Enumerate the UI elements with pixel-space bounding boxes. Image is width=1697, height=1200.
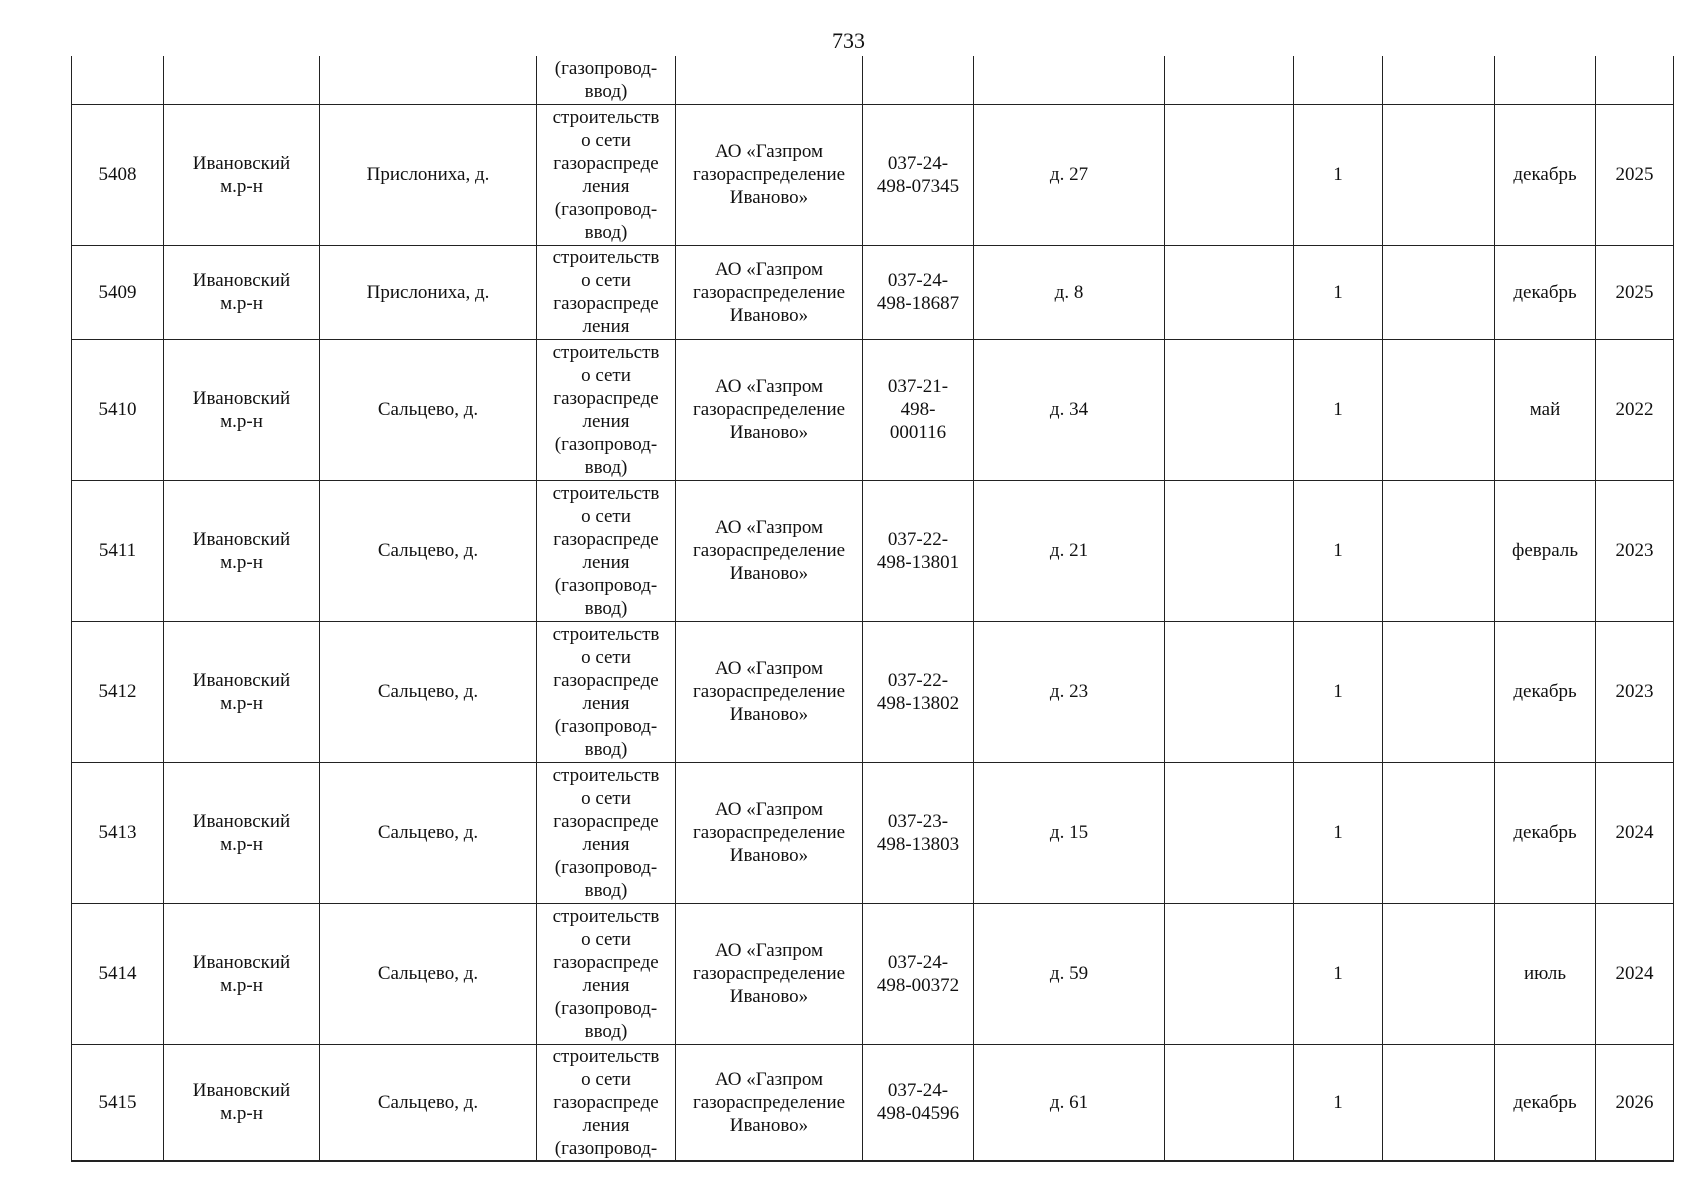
cell-house	[974, 56, 1165, 104]
cell-qty	[1294, 104, 1383, 245]
district-text: Ивановский м.р-н	[192, 1080, 291, 1125]
house-text: д. 34	[1049, 399, 1089, 420]
cell-kind	[537, 245, 676, 339]
cell-code	[863, 621, 974, 762]
cell-qty	[1294, 621, 1383, 762]
cell-district	[164, 762, 320, 903]
cell-kind: (газопровод- ввод)	[537, 56, 676, 104]
table-row	[72, 104, 1674, 245]
cell-org	[676, 903, 863, 1044]
carry-over-row	[72, 56, 1674, 104]
org-text: АО «Газпром газораспределение Иваново»	[692, 799, 846, 866]
cell-year	[1596, 104, 1674, 245]
table-row	[72, 762, 1674, 903]
cell-locality	[320, 762, 537, 903]
cell-locality	[320, 480, 537, 621]
cell-district	[164, 480, 320, 621]
qty-text: 1	[1333, 822, 1343, 843]
cell-locality	[320, 245, 537, 339]
org-text: АО «Газпром газораспределение Иваново»	[692, 141, 846, 208]
cell-year	[1596, 480, 1674, 621]
house-text: д. 21	[1049, 540, 1089, 561]
cell-c10	[1383, 762, 1495, 903]
cell-qty	[1294, 762, 1383, 903]
cell-num	[72, 762, 164, 903]
locality-text: Сальцево, д.	[377, 963, 479, 984]
num-text: 5411	[98, 540, 137, 561]
table-row	[72, 621, 1674, 762]
cell-month	[1495, 1044, 1596, 1161]
org-text: АО «Газпром газораспределение Иваново»	[692, 658, 846, 725]
cell-org	[676, 245, 863, 339]
cell-kind	[537, 104, 676, 245]
cell-month	[1495, 104, 1596, 245]
cell-locality	[320, 1044, 537, 1161]
cell-house	[974, 104, 1165, 245]
cell-locality	[320, 104, 537, 245]
num-text: 5413	[98, 822, 137, 843]
house-text: д. 59	[1049, 963, 1089, 984]
cell-district	[164, 903, 320, 1044]
cell-year	[1596, 903, 1674, 1044]
cell-code	[863, 104, 974, 245]
num-text: 5412	[98, 681, 137, 702]
cell-year	[1596, 1044, 1674, 1161]
cell-num	[72, 245, 164, 339]
cell-c10	[1383, 339, 1495, 480]
cell-c10	[1383, 480, 1495, 621]
table-row	[72, 1044, 1674, 1161]
cell-qty	[1294, 1044, 1383, 1161]
code-text: 037-22- 498-13802	[876, 669, 960, 714]
cell-code	[863, 1044, 974, 1161]
cell-code	[863, 339, 974, 480]
district-text: Ивановский м.р-н	[192, 669, 291, 714]
qty-text: 1	[1333, 681, 1343, 702]
cell-num	[72, 104, 164, 245]
cell-num	[72, 56, 164, 104]
page-number: 733	[832, 28, 865, 53]
district-text: Ивановский м.р-н	[192, 528, 291, 573]
cell-code	[863, 245, 974, 339]
year-text: 2024	[1615, 963, 1654, 984]
org-text: АО «Газпром газораспределение Иваново»	[692, 258, 846, 326]
house-text: д. 61	[1049, 1091, 1089, 1113]
locality-text: Сальцево, д.	[377, 822, 479, 843]
table-row	[72, 245, 1674, 339]
district-text: Ивановский м.р-н	[192, 810, 291, 855]
table-body	[72, 56, 1674, 1161]
cell-org	[676, 480, 863, 621]
cell-month	[1495, 480, 1596, 621]
cell-c8	[1165, 903, 1294, 1044]
cell-month	[1495, 762, 1596, 903]
locality-text: Сальцево, д.	[377, 540, 479, 561]
code-text: 037-24- 498-07345	[876, 152, 960, 197]
house-text: д. 15	[1049, 822, 1089, 843]
kind-text: строительств о сети газораспреде ления (газопровод-	[552, 1045, 660, 1159]
num-text: 5408	[98, 164, 137, 185]
cell-code	[863, 762, 974, 903]
cell-org	[676, 104, 863, 245]
district-text: Ивановский м.р-н	[192, 270, 291, 314]
cell-house	[974, 480, 1165, 621]
cell-qty	[1294, 903, 1383, 1044]
district-text: Ивановский м.р-н	[192, 387, 291, 432]
year-text: 2022	[1615, 399, 1654, 420]
code-text: 037-21- 498- 000116	[887, 376, 949, 443]
month-text: февраль	[1512, 540, 1578, 561]
cell-c8	[1165, 762, 1294, 903]
qty-text: 1	[1333, 540, 1343, 561]
code-text: 037-24- 498-00372	[876, 951, 960, 996]
cell-c8	[1165, 1044, 1294, 1161]
cell-month	[1495, 245, 1596, 339]
qty-text: 1	[1333, 963, 1343, 984]
cell-c8	[1165, 245, 1294, 339]
cell-c10	[1383, 56, 1495, 104]
register-table	[71, 56, 1674, 1162]
code-text: 037-23- 498-13803	[876, 810, 960, 855]
cell-c8	[1165, 104, 1294, 245]
kind-text: строительств о сети газораспреде ления (газопровод- ввод)	[552, 482, 660, 619]
locality-text: Прислониха, д.	[366, 281, 490, 303]
kind-text: строительств о сети газораспреде ления (газопровод- ввод)	[552, 341, 660, 478]
kind-text: строительств о сети газораспреде ления (газопровод- ввод)	[552, 905, 660, 1042]
org-text: АО «Газпром газораспределение Иваново»	[692, 1068, 846, 1136]
cell-house	[974, 621, 1165, 762]
cell-house	[974, 903, 1165, 1044]
cell-district	[164, 339, 320, 480]
qty-text: 1	[1333, 1091, 1343, 1113]
district-text: Ивановский м.р-н	[192, 951, 291, 996]
cell-c8	[1165, 339, 1294, 480]
cell-district	[164, 245, 320, 339]
org-text: АО «Газпром газораспределение Иваново»	[692, 376, 846, 443]
cell-qty	[1294, 56, 1383, 104]
kind-text: строительств о сети газораспреде ления	[552, 247, 660, 337]
month-text: декабрь	[1513, 164, 1577, 185]
year-text: 2023	[1615, 540, 1654, 561]
month-text: декабрь	[1513, 822, 1577, 843]
year-text: 2024	[1615, 822, 1654, 843]
house-text: д. 23	[1049, 681, 1089, 702]
cell-locality	[320, 621, 537, 762]
month-text: декабрь	[1513, 681, 1577, 702]
locality-text: Прислониха, д.	[366, 164, 490, 185]
cell-qty	[1294, 480, 1383, 621]
cell-c8	[1165, 56, 1294, 104]
cell-code	[863, 903, 974, 1044]
kind-text: строительств о сети газораспреде ления (газопровод- ввод)	[552, 623, 660, 760]
cell-year	[1596, 339, 1674, 480]
cell-qty	[1294, 245, 1383, 339]
cell-year	[1596, 621, 1674, 762]
year-text: 2025	[1615, 164, 1654, 185]
locality-text: Сальцево, д.	[377, 1091, 479, 1113]
cell-year	[1596, 762, 1674, 903]
cell-house	[974, 1044, 1165, 1161]
cell-c10	[1383, 245, 1495, 339]
house-text: д. 27	[1049, 164, 1089, 185]
locality-text: Сальцево, д.	[377, 681, 479, 702]
cell-c10	[1383, 903, 1495, 1044]
org-text: АО «Газпром газораспределение Иваново»	[692, 940, 846, 1007]
house-text: д. 8	[1054, 281, 1084, 303]
cell-month	[1495, 903, 1596, 1044]
cell-year	[1596, 245, 1674, 339]
num-text: 5409	[98, 281, 137, 303]
cell-num	[72, 621, 164, 762]
cell-c8	[1165, 621, 1294, 762]
cell-c8	[1165, 480, 1294, 621]
cell-kind	[537, 480, 676, 621]
cell-c10	[1383, 621, 1495, 762]
cell-num	[72, 1044, 164, 1161]
num-text: 5415	[98, 1091, 137, 1113]
cell-district	[164, 621, 320, 762]
cell-house	[974, 245, 1165, 339]
cell-code	[863, 480, 974, 621]
code-text: 037-24- 498-18687	[876, 270, 960, 314]
num-text: 5414	[98, 963, 137, 984]
cell-c10	[1383, 104, 1495, 245]
cell-org	[676, 56, 863, 104]
num-text: 5410	[98, 399, 137, 420]
cell-org	[676, 621, 863, 762]
cell-locality	[320, 56, 537, 104]
cell-kind	[537, 762, 676, 903]
cell-house	[974, 762, 1165, 903]
cell-kind	[537, 1044, 676, 1161]
code-text: 037-24- 498-04596	[876, 1080, 960, 1125]
code-text: 037-22- 498-13801	[876, 528, 960, 573]
cell-qty	[1294, 339, 1383, 480]
year-text: 2026	[1615, 1091, 1654, 1113]
month-text: декабрь	[1513, 1091, 1577, 1113]
cell-year	[1596, 56, 1674, 104]
qty-text: 1	[1333, 164, 1343, 185]
org-text: АО «Газпром газораспределение Иваново»	[692, 517, 846, 584]
year-text: 2025	[1615, 281, 1654, 303]
month-text: май	[1529, 399, 1561, 420]
cell-locality	[320, 903, 537, 1044]
locality-text: Сальцево, д.	[377, 399, 479, 420]
cell-month	[1495, 56, 1596, 104]
kind-text: строительств о сети газораспреде ления (газопровод- ввод)	[552, 106, 660, 243]
cell-c10	[1383, 1044, 1495, 1161]
month-text: декабрь	[1513, 281, 1577, 303]
cell-house	[974, 339, 1165, 480]
cell-locality	[320, 339, 537, 480]
cell-kind	[537, 339, 676, 480]
cell-district	[164, 1044, 320, 1161]
cell-month	[1495, 621, 1596, 762]
table-row	[72, 339, 1674, 480]
cell-org	[676, 1044, 863, 1161]
qty-text: 1	[1333, 281, 1343, 303]
kind-text: строительств о сети газораспреде ления (газопровод- ввод)	[552, 764, 660, 901]
cell-num	[72, 339, 164, 480]
table-row	[72, 903, 1674, 1044]
district-text: Ивановский м.р-н	[192, 152, 291, 197]
cell-kind	[537, 903, 676, 1044]
cell-org	[676, 339, 863, 480]
year-text: 2023	[1615, 681, 1654, 702]
cell-district	[164, 104, 320, 245]
cell-month	[1495, 339, 1596, 480]
month-text: июль	[1523, 963, 1567, 984]
cell-kind	[537, 621, 676, 762]
table-row	[72, 480, 1674, 621]
cell-org	[676, 762, 863, 903]
qty-text: 1	[1333, 399, 1343, 420]
cell-code	[863, 56, 974, 104]
cell-district	[164, 56, 320, 104]
cell-num	[72, 480, 164, 621]
cell-num	[72, 903, 164, 1044]
